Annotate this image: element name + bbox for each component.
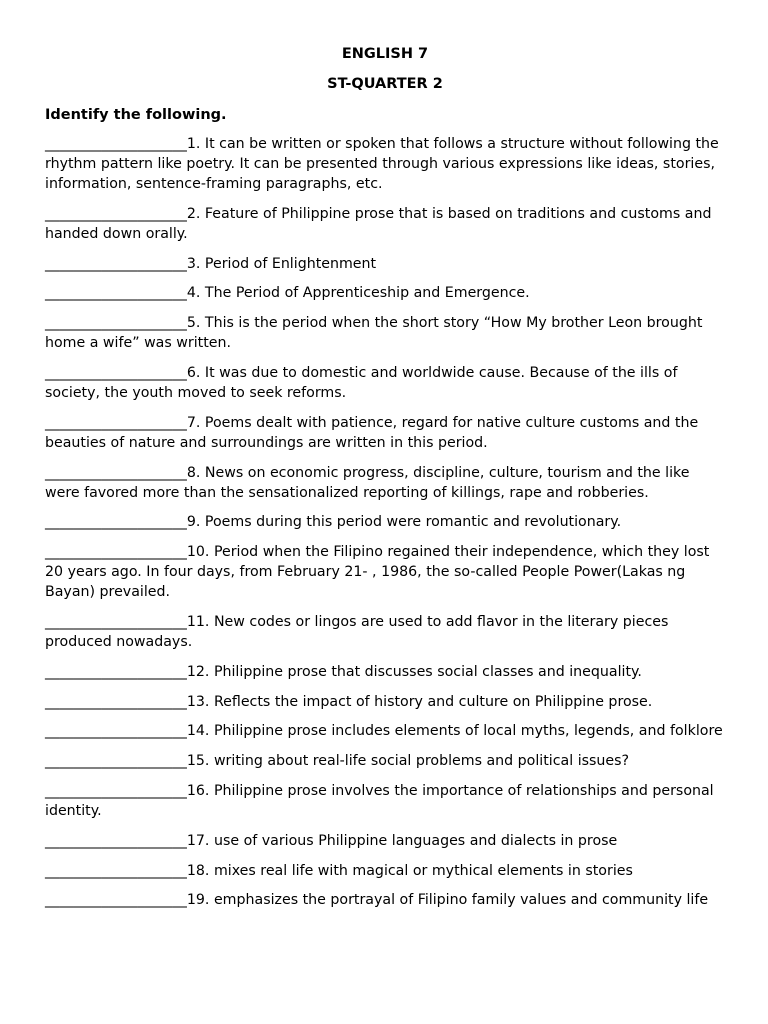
question-item [45,662,725,682]
question-item [45,363,725,403]
instruction: Identify the following. [45,107,227,123]
page-subtitle: ST-QUARTER 2 [327,76,443,92]
question-text: 4. The Period of Apprenticeship and Emergence. [186,285,530,302]
question-item [45,254,725,274]
page-title: ENGLISH 7 [341,46,429,62]
question-item [45,751,725,771]
question-text: 6. It was due to domestic and worldwide cause. Because of the ills of society, the youth moved to seek reforms. [45,364,678,401]
question-text: 11. New codes or lingos are used to add flavor in the literary pieces produced nowadays. [45,613,669,650]
question-text: 16. Philippine prose involves the importance of relationships and personal identity. [45,782,714,819]
question-text: 3. Period of Enlightenment [186,255,377,272]
answer-blank[interactable]: ____________________ [45,892,187,909]
answer-blank[interactable]: ____________________ [45,514,187,531]
answer-blank[interactable]: ____________________ [45,285,187,302]
question-text: 5. This is the period when the short story “How My brother Leon brought home a wife” was written. [45,315,703,352]
answer-blank[interactable]: ____________________ [45,753,187,770]
question-item [45,512,725,532]
question-text: 1. It can be written or spoken that follows a structure without following the rhythm pattern like poetry. It can be presented through various expressions like ideas, stories, information, sentence-framing paragraphs, etc. [45,136,719,192]
question-item [45,283,725,303]
question-text: 19. emphasizes the portrayal of Filipino family values and community life [186,892,709,909]
question-item [45,692,725,712]
question-item [45,721,725,741]
question-item [45,890,725,910]
answer-blank[interactable]: ____________________ [45,414,187,431]
answer-blank[interactable]: ____________________ [45,663,187,680]
question-item [45,134,725,194]
answer-blank[interactable]: ____________________ [45,136,187,152]
question-text: 8. News on economic progress, discipline, culture, tourism and the like were favored more than the sensationalized reporting of killings, rape and robberies. [45,464,690,501]
question-item [45,204,725,244]
question-text: 18. mixes real life with magical or mythical elements in stories [186,862,633,879]
answer-blank[interactable]: ____________________ [45,782,187,799]
answer-blank[interactable]: ____________________ [45,862,187,879]
answer-blank[interactable]: ____________________ [45,255,187,272]
question-item [45,413,725,453]
question-text: 12. Philippine prose that discusses social classes and inequality. [186,663,642,680]
answer-blank[interactable]: ____________________ [45,544,187,561]
question-text: 13. Reflects the impact of history and culture on Philippine prose. [186,693,653,710]
question-list [45,134,725,910]
answer-blank[interactable]: ____________________ [45,205,187,222]
question-text: 7. Poems dealt with patience, regard for native culture customs and the beauties of nature and surroundings are written in this period. [45,414,699,451]
answer-blank[interactable]: ____________________ [45,832,187,849]
question-text: 2. Feature of Philippine prose that is based on traditions and customs and handed down orally. [45,205,712,242]
question-item [45,831,725,851]
question-text: 14. Philippine prose includes elements of local myths, legends, and folklore [186,723,723,740]
question-item [45,463,725,503]
answer-blank[interactable]: ____________________ [45,613,187,630]
answer-blank[interactable]: ____________________ [45,723,187,740]
question-text: 15. writing about real-life social problems and political issues? [186,753,630,770]
question-item [45,542,725,602]
question-item [45,781,725,821]
answer-blank[interactable]: ____________________ [45,315,187,332]
answer-blank[interactable]: ____________________ [45,364,187,381]
question-item [45,612,725,652]
question-text: 17. use of various Philippine languages and dialects in prose [186,832,618,849]
question-item [45,861,725,881]
worksheet [45,44,725,920]
question-item [45,313,725,353]
question-text: 9. Poems during this period were romantic and revolutionary. [186,514,622,531]
answer-blank[interactable]: ____________________ [45,464,187,481]
question-text: 10. Period when the Filipino regained their independence, which they lost 20 years ago. In four days, from February 21- , 1986, the so-called People Power(Lakas ng Bayan) prevailed. [45,544,710,601]
answer-blank[interactable]: ____________________ [45,693,187,710]
